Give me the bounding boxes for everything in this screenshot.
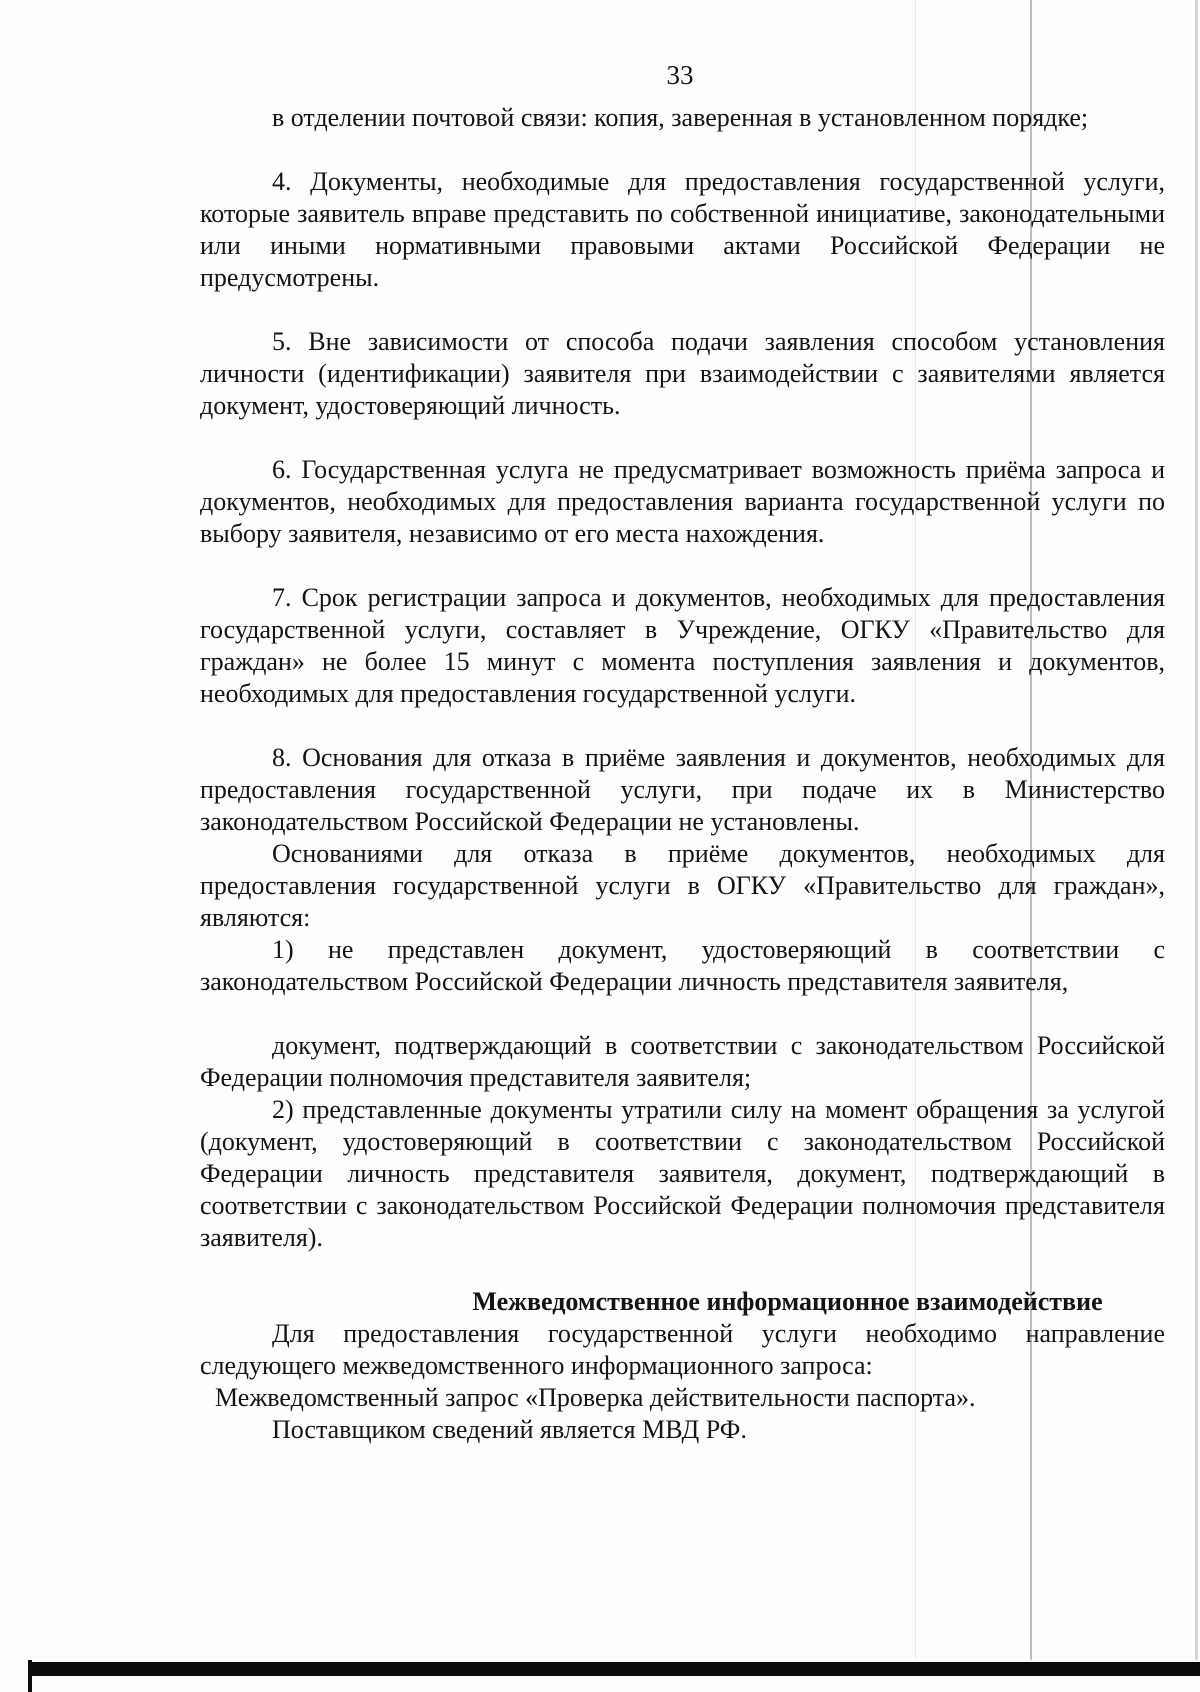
paragraph-item-5: 5. Вне зависимости от способа подачи заявления способом установления личности (идентификации) заявителя при взаимодействии с заявителями является документ, удостоверяющий личность. (200, 327, 1165, 420)
section-heading: Межведомственное информационное взаимодействие (472, 1287, 1103, 1316)
paragraph-item-6: 6. Государственная услуга не предусматривает возможность приёма запроса и документов, необходимых для предоставления варианта государственной услуги по выбору заявителя, независимо от его места нахождения. (200, 455, 1165, 548)
scan-border (28, 1662, 1200, 1676)
scan-artifact-line (1195, 0, 1198, 1660)
page-number: 33 (666, 60, 694, 90)
paragraph-ground-1: 1) не представлен документ, удостоверяющий в соответствии с законодательством Российской Федерации личность представителя заявителя, (200, 935, 1165, 996)
paragraph-item-4: 4. Документы, необходимые для предоставления государственной услуги, которые заявитель вправе представить по собственной инициативе, законодательными или иными нормативными правовыми актами Российской Федерации не предусмотрены. (200, 167, 1165, 292)
paragraph-authority-document: документ, подтверждающий в соответствии с законодательством Российской Федерации полномочия представителя заявителя; (200, 1031, 1165, 1092)
paragraph-data-provider: Поставщиком сведений является МВД РФ. (272, 1415, 747, 1444)
paragraph-refusal-grounds: Основаниями для отказа в приёме документов, необходимых для предоставления государственной услуги в ОГКУ «Правительство для граждан», являются: (200, 839, 1165, 932)
paragraph-passport-request: Межведомственный запрос «Проверка действительности паспорта». (215, 1383, 976, 1412)
paragraph-interagency-request: Для предоставления государственной услуги необходимо направление следующего межведомственного информационного запроса: (200, 1319, 1165, 1380)
paragraph-ground-2: 2) представленные документы утратили силу на момент обращения за услугой (документ, удостоверяющий в соответствии с законодательством Российской Федерации личность представителя заявителя, документ, подтверждающий в соответствии с законодательством Российской Федерации полномочия представителя заявителя). (200, 1095, 1165, 1252)
document-body (200, 102, 1165, 1446)
paragraph-item-7: 7. Срок регистрации запроса и документов, необходимых для предоставления государственной услуги, составляет в Учреждение, ОГКУ «Правительство для граждан» не более 15 минут с момента поступления заявления и документов, необходимых для предоставления государственной услуги. (200, 583, 1165, 708)
paragraph-postal-copy: в отделении почтовой связи: копия, заверенная в установленном порядке; (272, 103, 1089, 132)
paragraph-item-8: 8. Основания для отказа в приёме заявления и документов, необходимых для предоставления государственной услуги, при подаче их в Министерство законодательством Российской Федерации не установлены. (200, 743, 1165, 836)
